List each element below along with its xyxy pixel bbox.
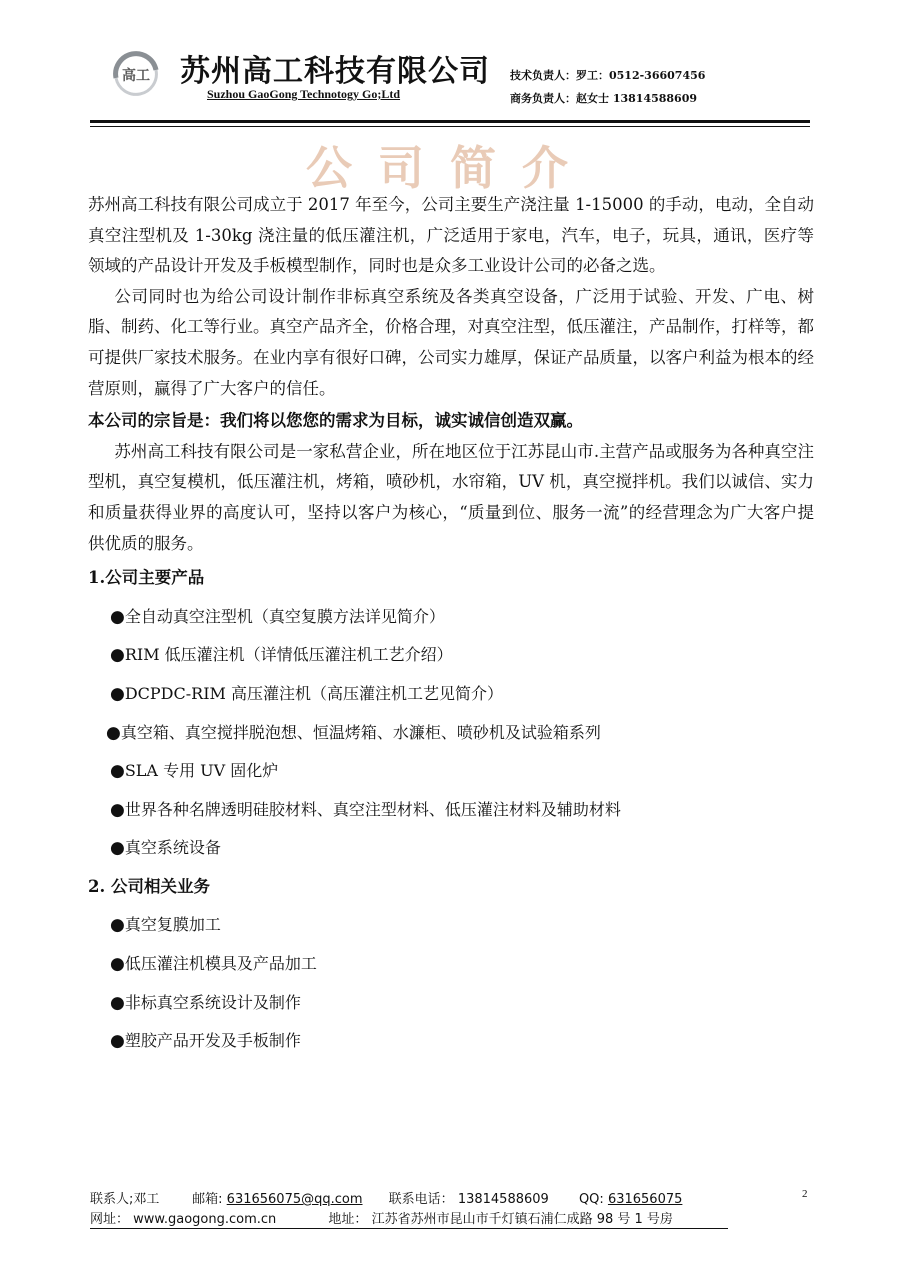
list-item: ●SLA 专用 UV 固化炉: [110, 761, 279, 782]
page-footer: [90, 1188, 810, 1229]
footer-qq-label: QQ:: [578, 1192, 604, 1207]
about-paragraph: 苏州高工科技有限公司是一家私营企业，所在地区位于江苏昆山市.主营产品或服务为各种真空注型机，真空复模机，低压灌注机，烤箱，喷砂机，水帘箱，UV 机，真空搅拌机。我们以诚信、实力和质量获得业界的高度认可，坚持以客户为核心，“质量到位、服务一流”的经营理念为广大客户提供优质的服务。: [88, 441, 814, 553]
list-item: ●真空箱、真空搅拌脱泡想、恒温烤箱、水濂柜、喷砂机及试验箱系列: [106, 722, 601, 743]
intro-paragraph-2: 公司同时也为给公司设计制作非标真空系统及各类真空设备，广泛用于试验、开发、广电、树脂、制药、化工等行业。真空产品齐全，价格合理，对真空注型，低压灌注，产品制作，打样等，都可提供厂家技术服务。在业内享有很好口碑，公司实力雄厚，保证产品质量，以客户利益为根本的经营原则，赢得了广大客户的信任。: [88, 286, 814, 398]
list-item: ●非标真空系统设计及制作: [110, 992, 301, 1013]
footer-email-link[interactable]: 631656075@qq.com: [226, 1192, 363, 1207]
page-number: 2: [802, 1188, 808, 1200]
bullet-icon: ●: [110, 992, 125, 1013]
bullet-icon: ●: [110, 645, 125, 666]
list-item: ●世界各种名牌透明硅胶材料、真空注型材料、低压灌注材料及辅助材料: [110, 799, 621, 820]
tech-contact: 技术负责人：罗工：0512-36607456: [510, 69, 706, 82]
business-contact: 商务负责人：赵女士 13814588609: [510, 92, 698, 105]
bullet-icon: ●: [110, 683, 125, 704]
footer-website-link[interactable]: www.gaogong.com.cn: [133, 1212, 277, 1227]
intro-paragraph-1: 苏州高工科技有限公司成立于 2017 年至今，公司主要生产浇注量 1-15000 的手动，电动，全自动真空注型机及 1-30kg 浇注量的低压灌注机，广泛适用于家电，汽车，电子，玩具，通讯，医疗等领域的产品设计开发及手板模型制作，同时也是众多工业设计公司的必备之选。: [88, 195, 814, 276]
company-name-en: Suzhou GaoGong Technotogy Go;Ltd: [207, 87, 401, 101]
bullet-icon: ●: [110, 761, 125, 782]
bullet-icon: ●: [106, 722, 121, 743]
list-item: ●真空复膜加工: [110, 915, 221, 936]
footer-qq-link[interactable]: 631656075: [607, 1192, 683, 1207]
page-title: 公司简介: [306, 141, 594, 195]
business-list: [88, 906, 814, 1060]
footer-phone-label: 联系电话：: [388, 1192, 454, 1207]
list-item: ●RIM 低压灌注机（详情低压灌注机工艺介绍）: [110, 645, 453, 666]
bullet-icon: ●: [110, 606, 125, 627]
company-logo: [110, 48, 162, 100]
section-business-title: 2. 公司相关业务: [88, 876, 210, 896]
company-motto: 本公司的宗旨是：我们将以您您的需求为目标，诚实诚信创造双赢。: [88, 411, 583, 431]
list-item: ●全自动真空注型机（真空复膜方法详见简介）: [110, 606, 445, 627]
products-list: [88, 598, 814, 868]
list-item: ●低压灌注机模具及产品加工: [110, 954, 317, 975]
list-item: ●真空系统设备: [110, 838, 221, 859]
footer-phone: 13814588609: [457, 1192, 549, 1207]
document-body: [88, 190, 814, 1061]
footer-address-row: [90, 1208, 728, 1229]
footer-address: 江苏省苏州市昆山市千灯镇石浦仁成路 98 号 1 号房: [371, 1212, 673, 1227]
list-item: ●塑胶产品开发及手板制作: [110, 1031, 301, 1052]
logo-text: 高工: [122, 68, 150, 84]
bullet-icon: ●: [110, 1031, 125, 1052]
bullet-icon: ●: [110, 838, 125, 859]
footer-contact-row: [90, 1188, 810, 1208]
bullet-icon: ●: [110, 915, 125, 936]
footer-address-label: 地址：: [328, 1212, 368, 1227]
footer-contact-person: 联系人;邓工: [90, 1192, 160, 1207]
footer-email-label: 邮箱:: [192, 1192, 223, 1207]
header-divider-thin: [90, 126, 810, 127]
bullet-icon: ●: [110, 799, 125, 820]
header-divider-thick: [90, 120, 810, 123]
bullet-icon: ●: [110, 954, 125, 975]
footer-web-label: 网址：: [90, 1212, 130, 1227]
section-products-title: 1.公司主要产品: [88, 568, 205, 588]
list-item: ●DCPDC-RIM 高压灌注机（高压灌注机工艺见简介）: [110, 683, 503, 704]
company-name-cn: 苏州高工科技有限公司: [180, 54, 490, 89]
